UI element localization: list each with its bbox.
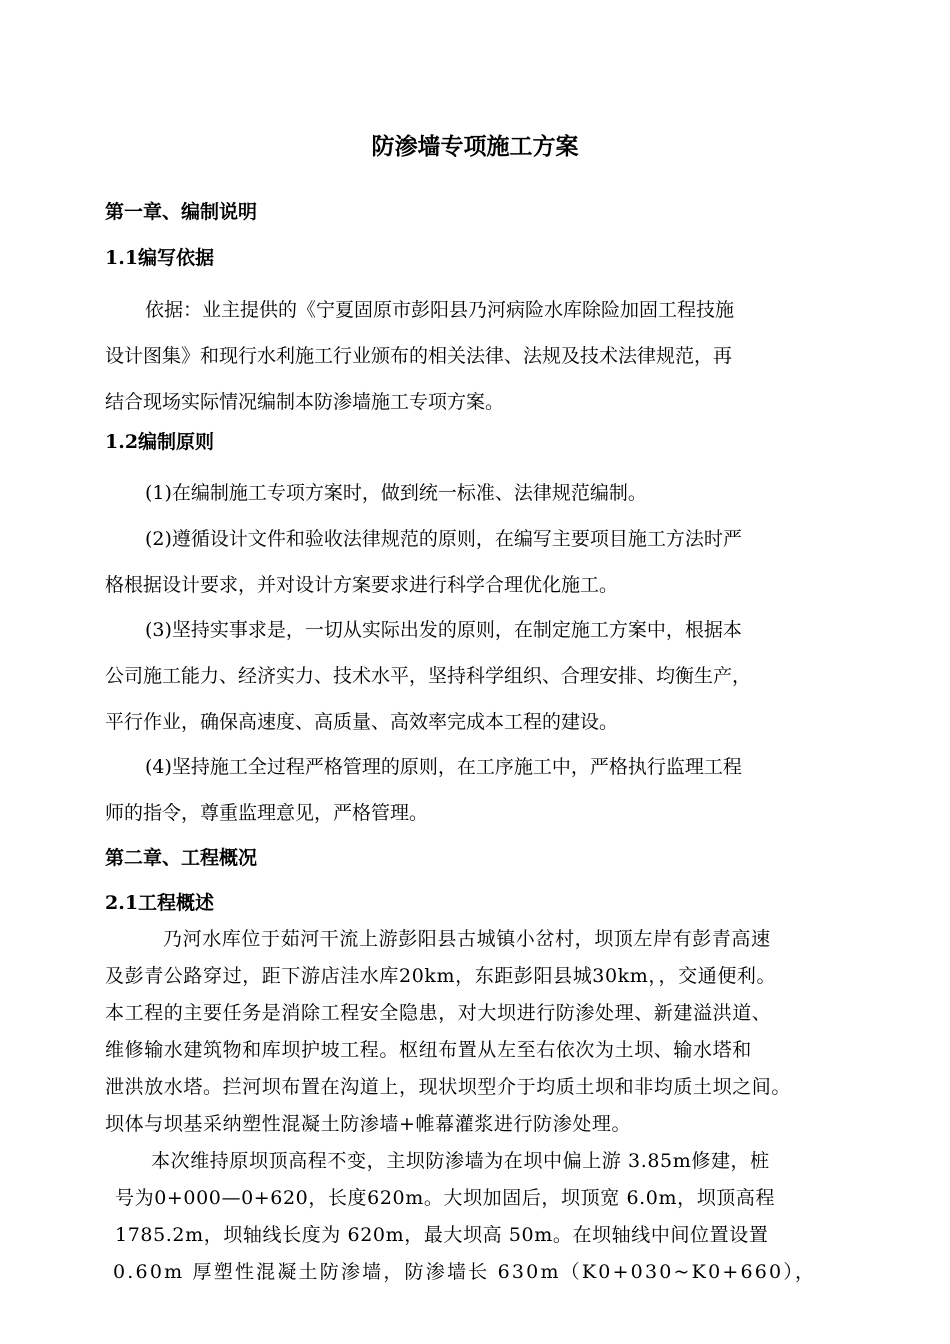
paragraph-line: 维修输水建筑物和库坝护坡工程。枢纽布置从左至右依次为土坝、输水塔和 bbox=[105, 1039, 752, 1061]
principle-1-paragraph bbox=[105, 470, 875, 516]
paragraph-line: (2)遵循设计文件和验收法律规范的原则，在编写主要项目施工方法时严 bbox=[145, 528, 742, 550]
paragraph-line: 结合现场实际情况编制本防渗墙施工专项方案。 bbox=[105, 391, 505, 413]
paragraph-line: 坝体与坝基采纳塑性混凝土防渗墙+帷幕灌浆进行防渗处理。 bbox=[105, 1113, 632, 1135]
section-1-2-heading: 1.2编制原则 bbox=[105, 431, 215, 453]
overview-paragraph-1 bbox=[105, 921, 880, 1143]
section-2-1-heading: 2.1工程概述 bbox=[105, 892, 215, 914]
paragraph-line: (3)坚持实事求是，一切从实际出发的原则，在制定施工方案中，根据本 bbox=[145, 619, 742, 641]
section-1-1-heading: 1.1编写依据 bbox=[105, 247, 215, 269]
paragraph-line: 师的指令，尊重监理意见，严格管理。 bbox=[105, 802, 429, 824]
paragraph-line: 及彭青公路穿过，距下游店洼水库20km，东距彭阳县城30km，，交通便利。 bbox=[105, 965, 777, 987]
paragraph-line: 泄洪放水塔。拦河坝布置在沟道上，现状坝型介于均质土坝和非均质土坝之间。 bbox=[105, 1076, 792, 1098]
paragraph-line: 本工程的主要任务是消除工程安全隐患，对大坝进行防渗处理、新建溢洪道、 bbox=[105, 1002, 772, 1024]
chapter-2-heading: 第二章、工程概况 bbox=[105, 847, 258, 869]
paragraph-line: 0.60m 厚塑性混凝土防渗墙，防渗墙长 630m（K0+030~K0+660）， bbox=[113, 1261, 817, 1283]
document-title: 防渗墙专项施工方案 bbox=[371, 133, 579, 160]
paragraph-line: (1)在编制施工专项方案时，做到统一标准、法律规范编制。 bbox=[145, 482, 647, 504]
chapter-1-heading: 第一章、编制说明 bbox=[105, 201, 258, 223]
principle-4-paragraph bbox=[105, 744, 875, 836]
paragraph-line: 格根据设计要求，并对设计方案要求进行科学合理优化施工。 bbox=[105, 574, 619, 596]
paragraph-line: 本次维持原坝顶高程不变，主坝防渗墙为在坝中偏上游 3.85m修建，桩 bbox=[151, 1150, 770, 1172]
paragraph-line: 依据：业主提供的《宁夏固原市彭阳县乃河病险水库除险加固工程技施 bbox=[145, 299, 735, 321]
paragraph-line: 1785.2m，坝轴线长度为 620m，最大坝高 50m。在坝轴线中间位置设置 bbox=[115, 1224, 769, 1246]
principle-2-paragraph bbox=[105, 516, 875, 608]
overview-paragraph-2 bbox=[105, 1143, 880, 1291]
paragraph-line: (4)坚持施工全过程严格管理的原则，在工序施工中，严格执行监理工程 bbox=[145, 756, 742, 778]
section-1-1-paragraph bbox=[105, 287, 875, 425]
paragraph-line: 公司施工能力、经济实力、技术水平，坚持科学组织、合理安排、均衡生产， bbox=[105, 665, 752, 687]
paragraph-line: 乃河水库位于茹河干流上游彭阳县古城镇小岔村，坝顶左岸有彭青高速 bbox=[163, 928, 771, 950]
paragraph-line: 号为0+000—0+620，长度620m。大坝加固后，坝顶宽 6.0m，坝顶高程 bbox=[115, 1187, 776, 1209]
paragraph-line: 平行作业，确保高速度、高质量、高效率完成本工程的建设。 bbox=[105, 711, 619, 733]
paragraph-line: 设计图集》和现行水利施工行业颁布的相关法律、法规及技术法律规范，再 bbox=[105, 345, 733, 367]
principle-3-paragraph bbox=[105, 607, 875, 745]
